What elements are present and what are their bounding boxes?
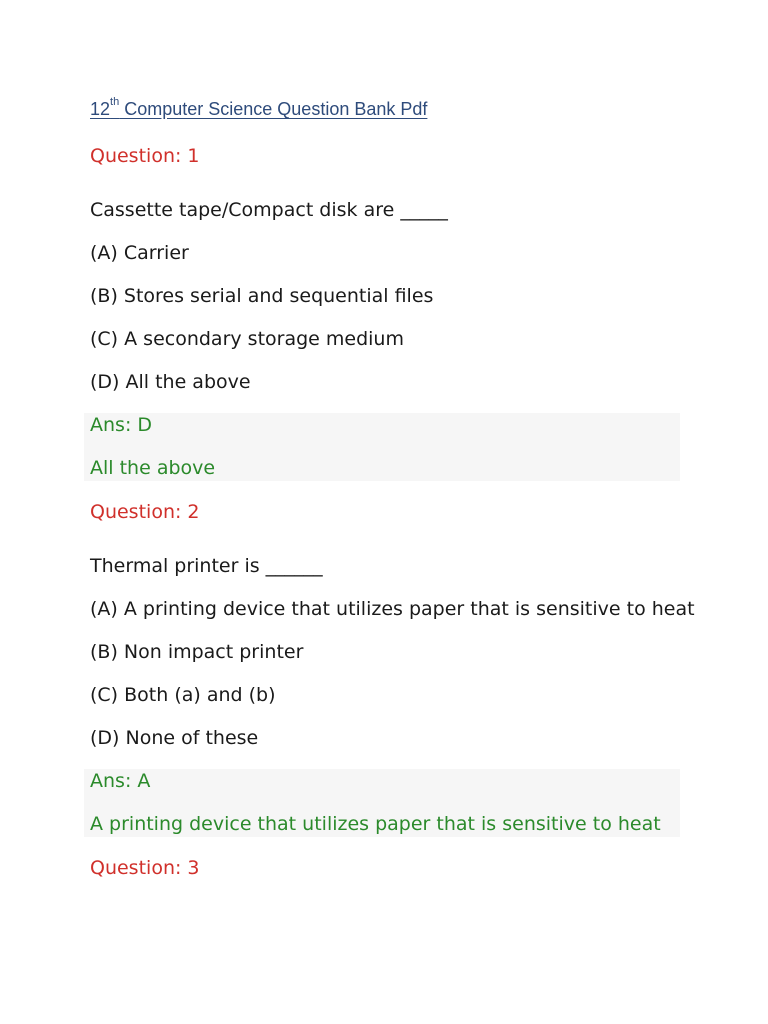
question-2-option-a: (A) A printing device that utilizes paper that is sensitive to heat [90,598,695,620]
question-1-option-a: (A) Carrier [90,242,189,264]
question-1-option-b: (B) Stores serial and sequential files [90,285,434,307]
title-number: 12 [90,99,111,119]
question-1-option-c: (C) A secondary storage medium [90,328,404,350]
question-2-option-d: (D) None of these [90,727,259,749]
title-superscript: th [110,96,120,108]
question-2-label: Question: 2 [90,501,200,523]
title-text: Computer Science Question Bank Pdf [119,99,428,119]
question-1-option-d: (D) All the above [90,371,251,393]
question-2-option-b: (B) Non impact printer [90,641,304,663]
question-1-answer: Ans: D [90,414,153,436]
question-2-option-c: (C) Both (a) and (b) [90,684,276,706]
question-2-text: Thermal printer is ______ [90,555,323,577]
question-1-label: Question: 1 [90,145,200,167]
question-2-answer: Ans: A [90,770,151,792]
question-2-explanation: A printing device that utilizes paper that is sensitive to heat [90,813,661,835]
question-3-label: Question: 3 [90,857,200,879]
document-title-link[interactable] [90,96,428,120]
question-1-explanation: All the above [90,457,216,479]
question-1-text: Cassette tape/Compact disk are _____ [90,199,448,221]
